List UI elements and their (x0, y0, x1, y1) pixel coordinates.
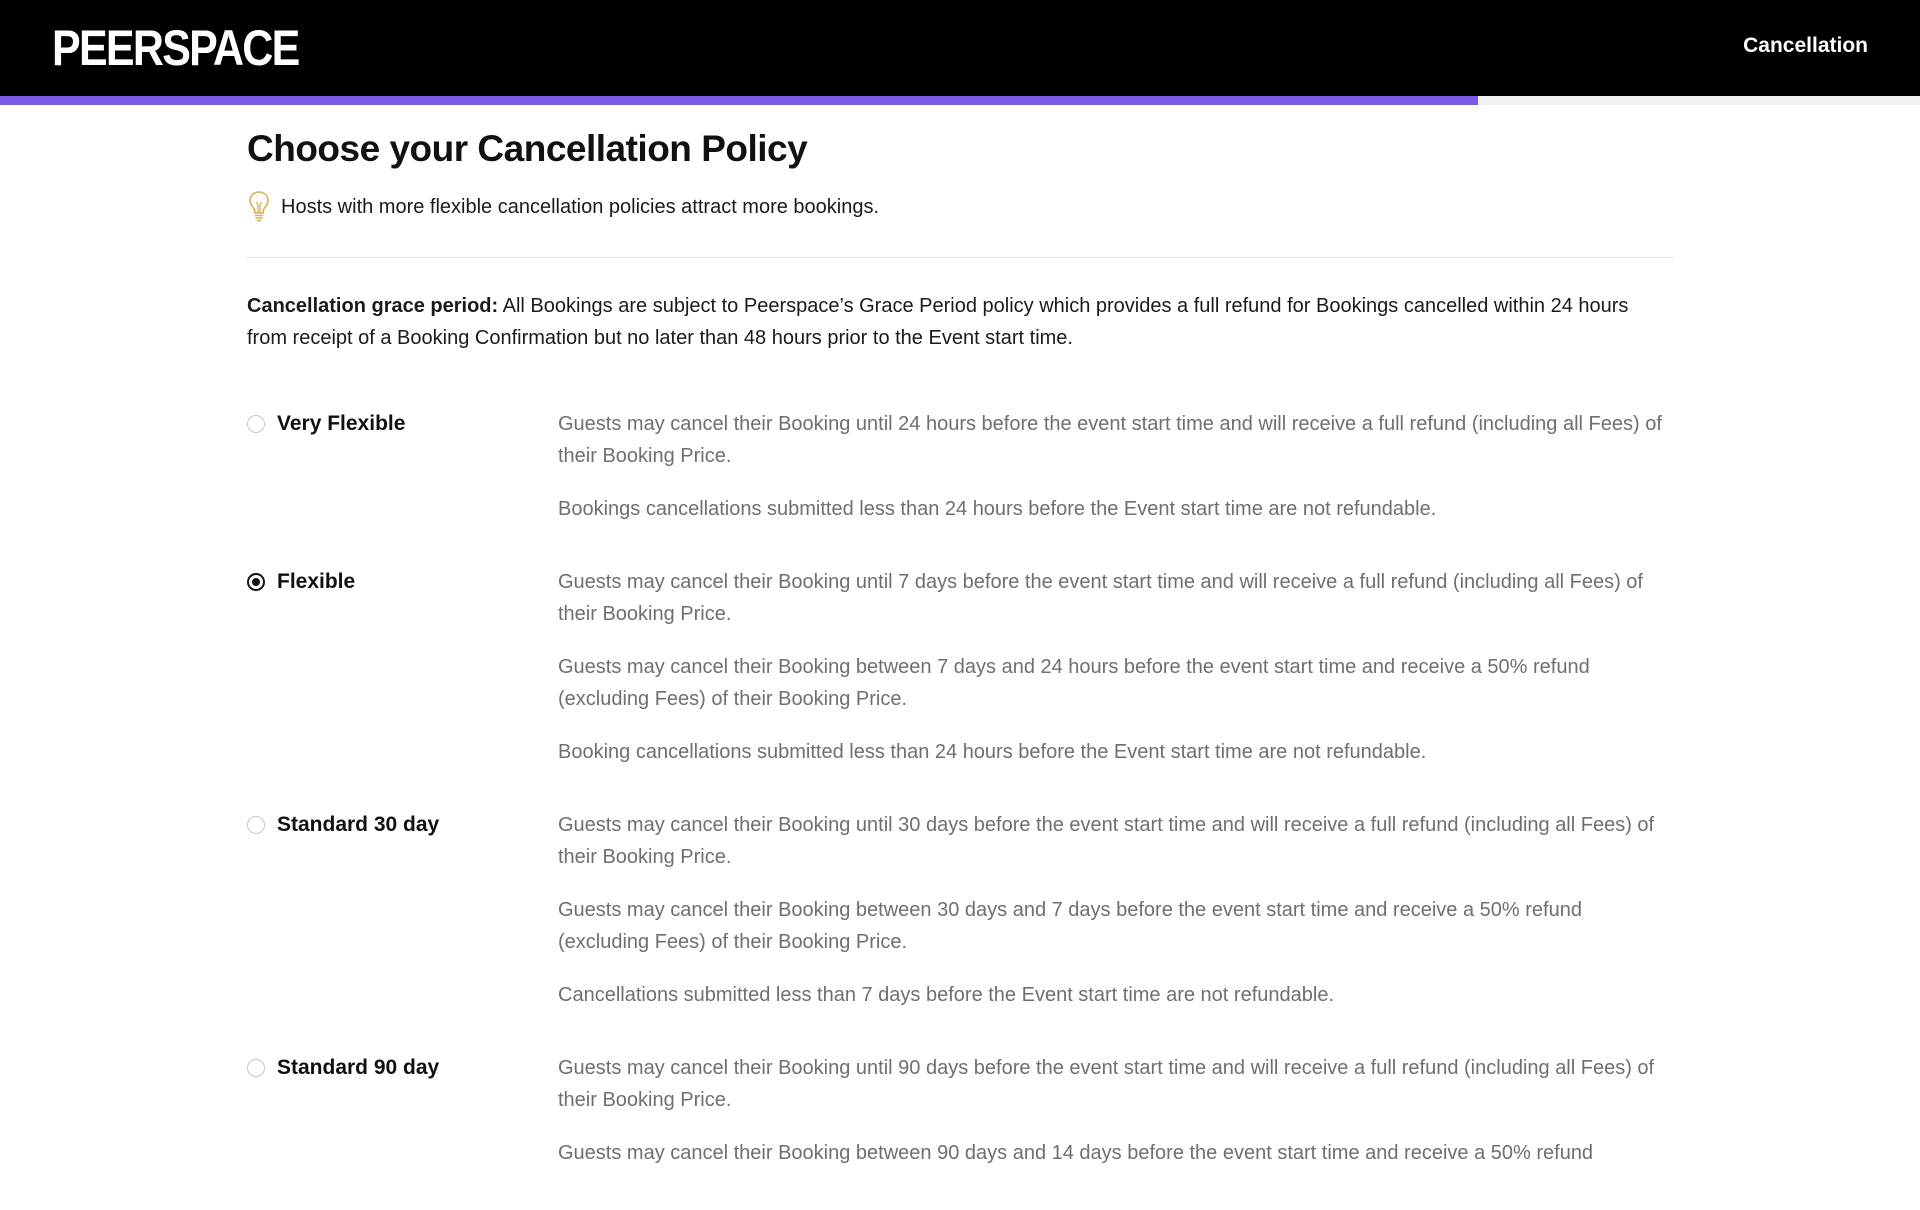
divider (247, 257, 1673, 258)
policy-description-line: Bookings cancellations submitted less than 24 hours before the Event start time are not refundable. (558, 498, 1437, 520)
grace-period-notice (247, 290, 1673, 354)
radio-very-flexible[interactable] (247, 415, 265, 433)
policy-description (558, 809, 1673, 1011)
tip-text: Hosts with more flexible cancellation policies attract more bookings. (281, 196, 880, 218)
radio-standard-90-day[interactable] (247, 1059, 265, 1077)
policy-description (558, 1052, 1673, 1169)
grace-period-text: All Bookings are subject to Peerspace’s Grace Period policy which provides a full refund for Bookings cancelled within 24 hours from receipt of a Booking Confirmation but no later than 48 hours prior to the Event start time. (247, 295, 1629, 349)
policy-name: Standard 90 day (277, 1056, 440, 1079)
progress-bar-fill (0, 96, 1478, 105)
policy-description-line: Booking cancellations submitted less than 24 hours before the Event start time are not refundable. (558, 741, 1427, 763)
tip-row (247, 189, 1673, 225)
main-content (247, 105, 1673, 1210)
policy-description (558, 408, 1673, 525)
policy-very-flexible (247, 408, 1673, 525)
policy-standard-90-day (247, 1052, 1673, 1169)
policy-description (558, 566, 1673, 768)
top-bar (0, 0, 1920, 96)
policy-name: Flexible (277, 570, 356, 593)
page-title: Choose your Cancellation Policy (247, 128, 808, 169)
policy-option-standard-90-day[interactable] (247, 1052, 558, 1084)
policy-standard-30-day (247, 809, 1673, 1011)
policy-description-line: Guests may cancel their Booking between 90 days and 14 days before the event start time and receive a 50% refund (558, 1142, 1594, 1164)
policy-description-line: Guests may cancel their Booking until 7 days before the event start time and will receive a full refund (including all Fees) of their Booking Price. (558, 571, 1643, 625)
policy-description-line: Guests may cancel their Booking until 90 days before the event start time and will receive a full refund (including all Fees) of their Booking Price. (558, 1057, 1655, 1111)
policy-description-line: Guests may cancel their Booking between 7 days and 24 hours before the event start time and receive a 50% refund (excluding Fees) of their Booking Price. (558, 656, 1590, 710)
policy-description-line: Guests may cancel their Booking until 24 hours before the event start time and will receive a full refund (including all Fees) of their Booking Price. (558, 413, 1662, 467)
radio-flexible[interactable] (247, 573, 265, 591)
policy-description-line: Guests may cancel their Booking until 30 days before the event start time and will receive a full refund (including all Fees) of their Booking Price. (558, 814, 1655, 868)
policy-description-line: Cancellations submitted less than 7 days before the Event start time are not refundable. (558, 984, 1334, 1006)
lightbulb-icon (247, 190, 271, 224)
grace-period-label: Cancellation grace period: (247, 295, 499, 317)
progress-bar (0, 96, 1920, 105)
policy-option-standard-30-day[interactable] (247, 809, 558, 841)
radio-standard-30-day[interactable] (247, 816, 265, 834)
nav-cancellation-link[interactable]: Cancellation (1743, 34, 1868, 57)
policy-option-flexible[interactable] (247, 566, 558, 598)
policy-description-line: Guests may cancel their Booking between 30 days and 7 days before the event start time and receive a 50% refund (excluding Fees) of their Booking Price. (558, 899, 1582, 953)
policy-list (247, 408, 1673, 1169)
policy-option-very-flexible[interactable] (247, 408, 558, 440)
policy-flexible (247, 566, 1673, 768)
policy-name: Standard 30 day (277, 813, 440, 836)
policy-name: Very Flexible (277, 412, 406, 435)
peerspace-logo[interactable]: PEERSPACE (52, 20, 299, 76)
